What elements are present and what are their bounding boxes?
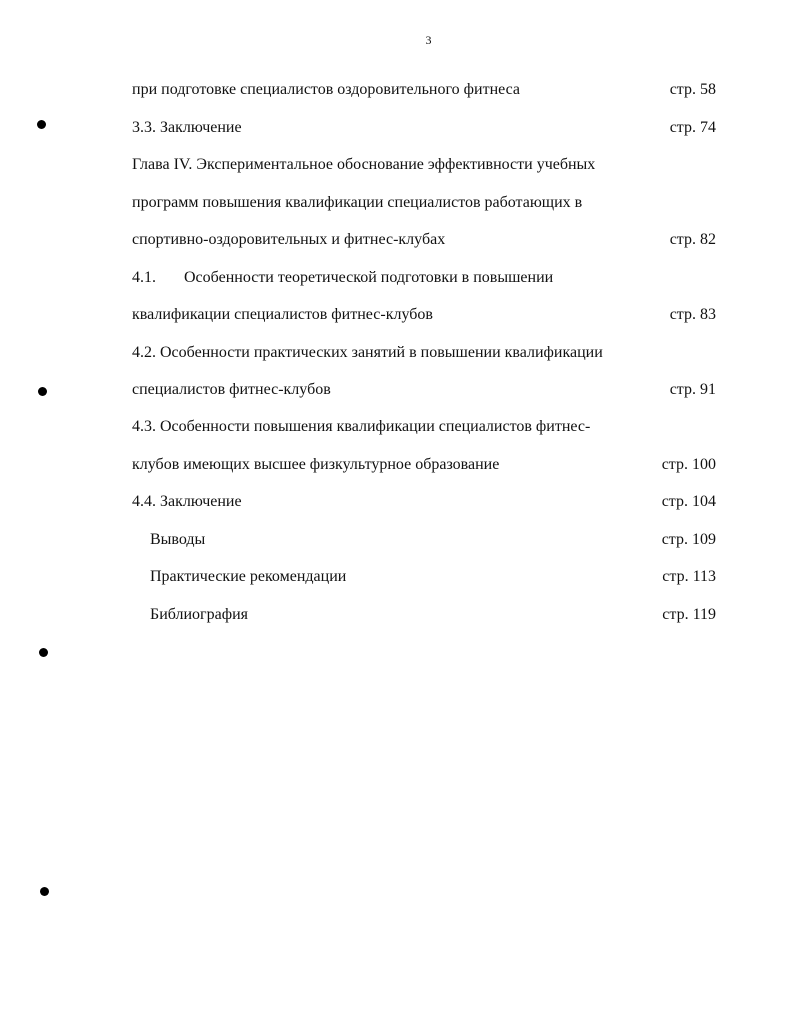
toc-entry-text: клубов имеющих высшее физкультурное образование bbox=[132, 456, 500, 473]
toc-entry-text: 4.2. Особенности практических занятий в повышении квалификации bbox=[132, 344, 603, 361]
punch-mark-icon bbox=[37, 120, 46, 129]
toc-line bbox=[132, 78, 716, 102]
toc-line bbox=[132, 228, 716, 252]
toc-entry-page: стр. 104 bbox=[661, 493, 716, 510]
toc-entry-page: стр. 113 bbox=[662, 568, 716, 585]
toc-line bbox=[132, 490, 716, 514]
toc-line bbox=[132, 415, 716, 439]
toc-entry-page: стр. 91 bbox=[669, 381, 716, 398]
toc-entry-text: специалистов фитнес-клубов bbox=[132, 381, 331, 398]
toc-entry-page: стр. 119 bbox=[662, 606, 716, 623]
toc-entry-text: программ повышения квалификации специалистов работающих в bbox=[132, 194, 583, 211]
toc-entry-text: Глава IV. Экспериментальное обоснование эффективности учебных bbox=[132, 156, 596, 173]
toc-line bbox=[132, 453, 716, 477]
toc-entry-page: стр. 58 bbox=[669, 81, 716, 98]
toc-entry-title: Особенности теоретической подготовки в повышении bbox=[184, 269, 554, 286]
toc-entry-text: 3.3. Заключение bbox=[132, 119, 242, 136]
toc-entry-number: 4.1. bbox=[132, 269, 156, 286]
toc-entry-text: 4.4. Заключение bbox=[132, 493, 242, 510]
toc-line bbox=[132, 565, 716, 589]
toc-line bbox=[132, 341, 716, 365]
punch-mark-icon bbox=[40, 887, 49, 896]
punch-mark-icon bbox=[38, 387, 47, 396]
toc-line bbox=[132, 191, 716, 215]
toc-entry-text: спортивно-оздоровительных и фитнес-клубах bbox=[132, 231, 446, 248]
page-number: 3 bbox=[425, 33, 432, 47]
toc-entry-text: квалификации специалистов фитнес-клубов bbox=[132, 306, 433, 323]
toc-line bbox=[132, 528, 716, 552]
toc-entry-text: Библиография bbox=[150, 606, 248, 623]
toc-line bbox=[132, 378, 716, 402]
toc-line bbox=[132, 303, 716, 327]
toc-line bbox=[132, 266, 716, 290]
toc-entry-text: Практические рекомендации bbox=[150, 568, 347, 585]
toc-entry-page: стр. 83 bbox=[669, 306, 716, 323]
toc-line bbox=[132, 153, 716, 177]
toc-entry-page: стр. 74 bbox=[669, 119, 716, 136]
toc-entry-text bbox=[132, 266, 553, 290]
toc-line bbox=[132, 116, 716, 140]
toc-entry-page: стр. 109 bbox=[661, 531, 716, 548]
toc-entry-text: при подготовке специалистов оздоровительного фитнеса bbox=[132, 81, 521, 98]
toc-entry-page: стр. 82 bbox=[669, 231, 716, 248]
toc-entry-page: стр. 100 bbox=[661, 456, 716, 473]
punch-mark-icon bbox=[39, 648, 48, 657]
toc-line bbox=[132, 603, 716, 627]
toc-entry-text: Выводы bbox=[150, 531, 206, 548]
toc-entry-text: 4.3. Особенности повышения квалификации специалистов фитнес- bbox=[132, 418, 591, 435]
